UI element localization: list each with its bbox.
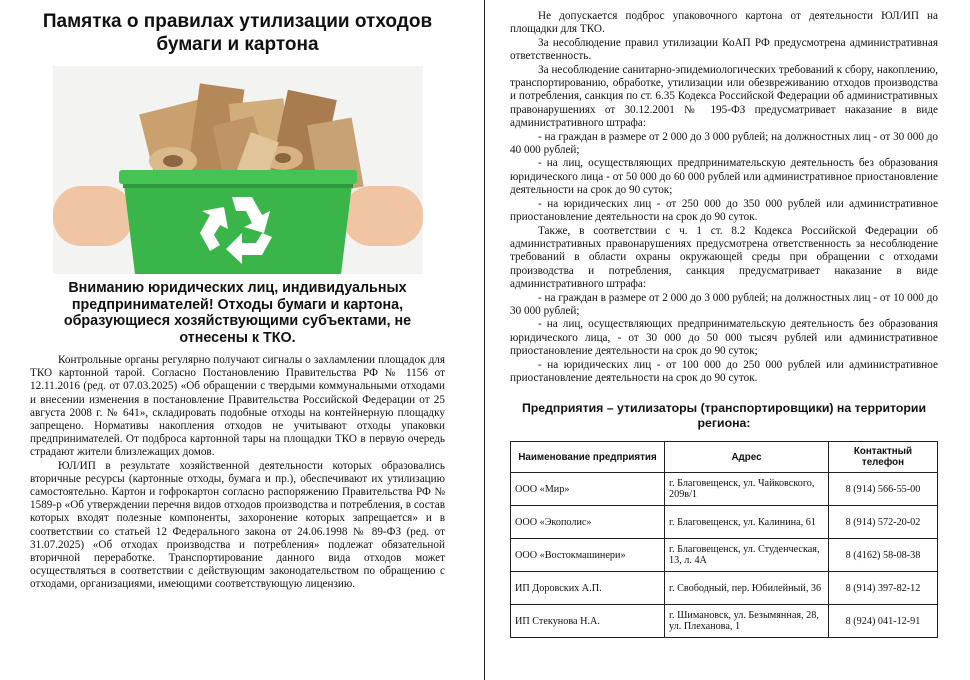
companies-table: [510, 441, 938, 638]
table-row: [511, 539, 938, 572]
recycling-bin-image: [53, 66, 423, 274]
company-name: ИП Доровских А.П.: [511, 572, 665, 605]
page-divider: [484, 0, 485, 680]
company-name: ООО «Востокмашинери»: [511, 539, 665, 572]
company-phone: 8 (914) 572-20-02: [829, 506, 938, 539]
paragraph: За несоблюдение правил утилизации КоАП РФ предусмотрена административная ответственность.: [510, 36, 938, 63]
column-header-address: Адрес: [665, 442, 829, 473]
right-page: [510, 10, 938, 638]
column-header-phone: Контактный телефон: [829, 442, 938, 473]
table-row: [511, 506, 938, 539]
column-header-name: Наименование предприятия: [511, 442, 665, 473]
paragraph: Также, в соответствии с ч. 1 ст. 8.2 Кодекса Российской Федерации об административных правонарушениях предусмотрена ответственность за несоблюдение требований в области охраны окружающей среды при обращении с отходами производства и потребления, санкция предусматривает наказание в виде административного штрафа:: [510, 224, 938, 291]
company-address: г. Свободный, пер. Юбилейный, 36: [665, 572, 829, 605]
table-row: [511, 473, 938, 506]
company-name: ИП Стекунова Н.А.: [511, 605, 665, 638]
penalty-item: - на юридических лиц - от 250 000 до 350 000 рублей или административное приостановление деятельности на срок до 90 суток.: [510, 197, 938, 224]
paragraph: Контрольные органы регулярно получают сигналы о захламлении площадок для ТКО картонной тарой. Согласно Постановлению Правительства РФ № 1156 от 12.11.2016 (ред. от 07.03.2025) «Об обращении с твердыми коммунальными отходами и внесении изменения в постановление Правительства Российской Федерации от 25 августа 2008 г. № 641», складировать подобные отходы на контейнерную площадку запрещено. Нормативы накопления отходов не учитывают отходы упаковки предпринимателей. От подброса картонной тары на площадки ТКО в первую очередь страдают жители близлежащих домов.: [30, 354, 445, 459]
company-address: г. Благовещенск, ул. Калинина, 61: [665, 506, 829, 539]
penalty-item: - на граждан в размере от 2 000 до 3 000 рублей; на должностных лиц - от 10 000 до 30 000 рублей;: [510, 291, 938, 317]
company-name: ООО «Мир»: [511, 473, 665, 506]
company-phone: 8 (924) 041-12-91: [829, 605, 938, 638]
table-row: [511, 605, 938, 638]
penalty-item: - на лиц, осуществляющих предпринимательскую деятельность без образования юридического лица - от 50 000 до 60 000 рублей или административное приостановление деятельности на срок до 90 суток;: [510, 157, 938, 197]
paragraph: ЮЛ/ИП в результате хозяйственной деятельности которых образовались вторичные ресурсы (картонные отходы, бумага и пр.), обеспечивают их утилизацию самостоятельно. Картон и гофрокартон согласно распоряжению Правительства РФ № 1589-р «Об утверждении перечня видов отходов производства и потребления, в состав которых входят полезные компоненты, захоронение которых запрещается» и в соответствии со статьей 12 Федерального закона от 24.06.1998 № 89-ФЗ (ред. от 31.07.2025) «Об отходах производства и потребления» подлежат обязательной вторичной переработке. Транспортирование данного вида отходов может осуществляться в соответствии с действующим законодательством по обращению с отходами, организациями, имеющими соответствующую лицензию.: [30, 459, 445, 591]
paragraph: Не допускается подброс упаковочного картона от деятельности ЮЛ/ИП на площадки для ТКО.: [510, 10, 938, 36]
penalty-item: - на юридических лиц - от 100 000 до 250 000 рублей или административное приостановление деятельности на срок до 90 суток.: [510, 358, 938, 384]
penalty-item: - на лиц, осуществляющих предпринимательскую деятельность без образования юридического лица, - от 30 000 до 50 000 тысяч рублей или административное приостановление деятельности на срок до 90 суток;: [510, 318, 938, 358]
penalty-item: - на граждан в размере от 2 000 до 3 000 рублей; на должностных лиц - от 30 000 до 40 000 рублей;: [510, 130, 938, 157]
company-address: г. Благовещенск, ул. Студенческая, 13, л. 4А: [665, 539, 829, 572]
company-phone: 8 (4162) 58-08-38: [829, 539, 938, 572]
paragraph: За несоблюдение санитарно-эпидемиологических требований к сбору, накоплению, транспортированию, обработке, утилизации или обезвреживанию отходов производства и потребления, санкция по ст. 6.35 Кодекса Российской Федерации об административных правонарушениях от 30.12.2001 № 195-ФЗ предусматривает наказание в виде административного штрафа:: [510, 63, 938, 130]
memo-title: Памятка о правилах утилизации отходов бумаги и картона: [42, 11, 433, 55]
table-header-row: [511, 442, 938, 473]
legal-notice: Вниманию юридических лиц, индивидуальных предпринимателей! Отходы бумаги и картона, образующиеся хозяйствующими субъектами, не отнесены к ТКО.: [63, 280, 412, 346]
companies-table-title: Предприятия – утилизаторы (транспортировщики) на территории региона:: [521, 401, 927, 431]
company-address: г. Шимановск, ул. Безымянная, 28, ул. Плеханова, 1: [665, 605, 829, 638]
left-page: [30, 10, 445, 592]
company-address: г. Благовещенск, ул. Чайковского, 209в/1: [665, 473, 829, 506]
company-phone: 8 (914) 566-55-00: [829, 473, 938, 506]
table-row: [511, 572, 938, 605]
company-name: ООО «Экополис»: [511, 506, 665, 539]
company-phone: 8 (914) 397-82-12: [829, 572, 938, 605]
